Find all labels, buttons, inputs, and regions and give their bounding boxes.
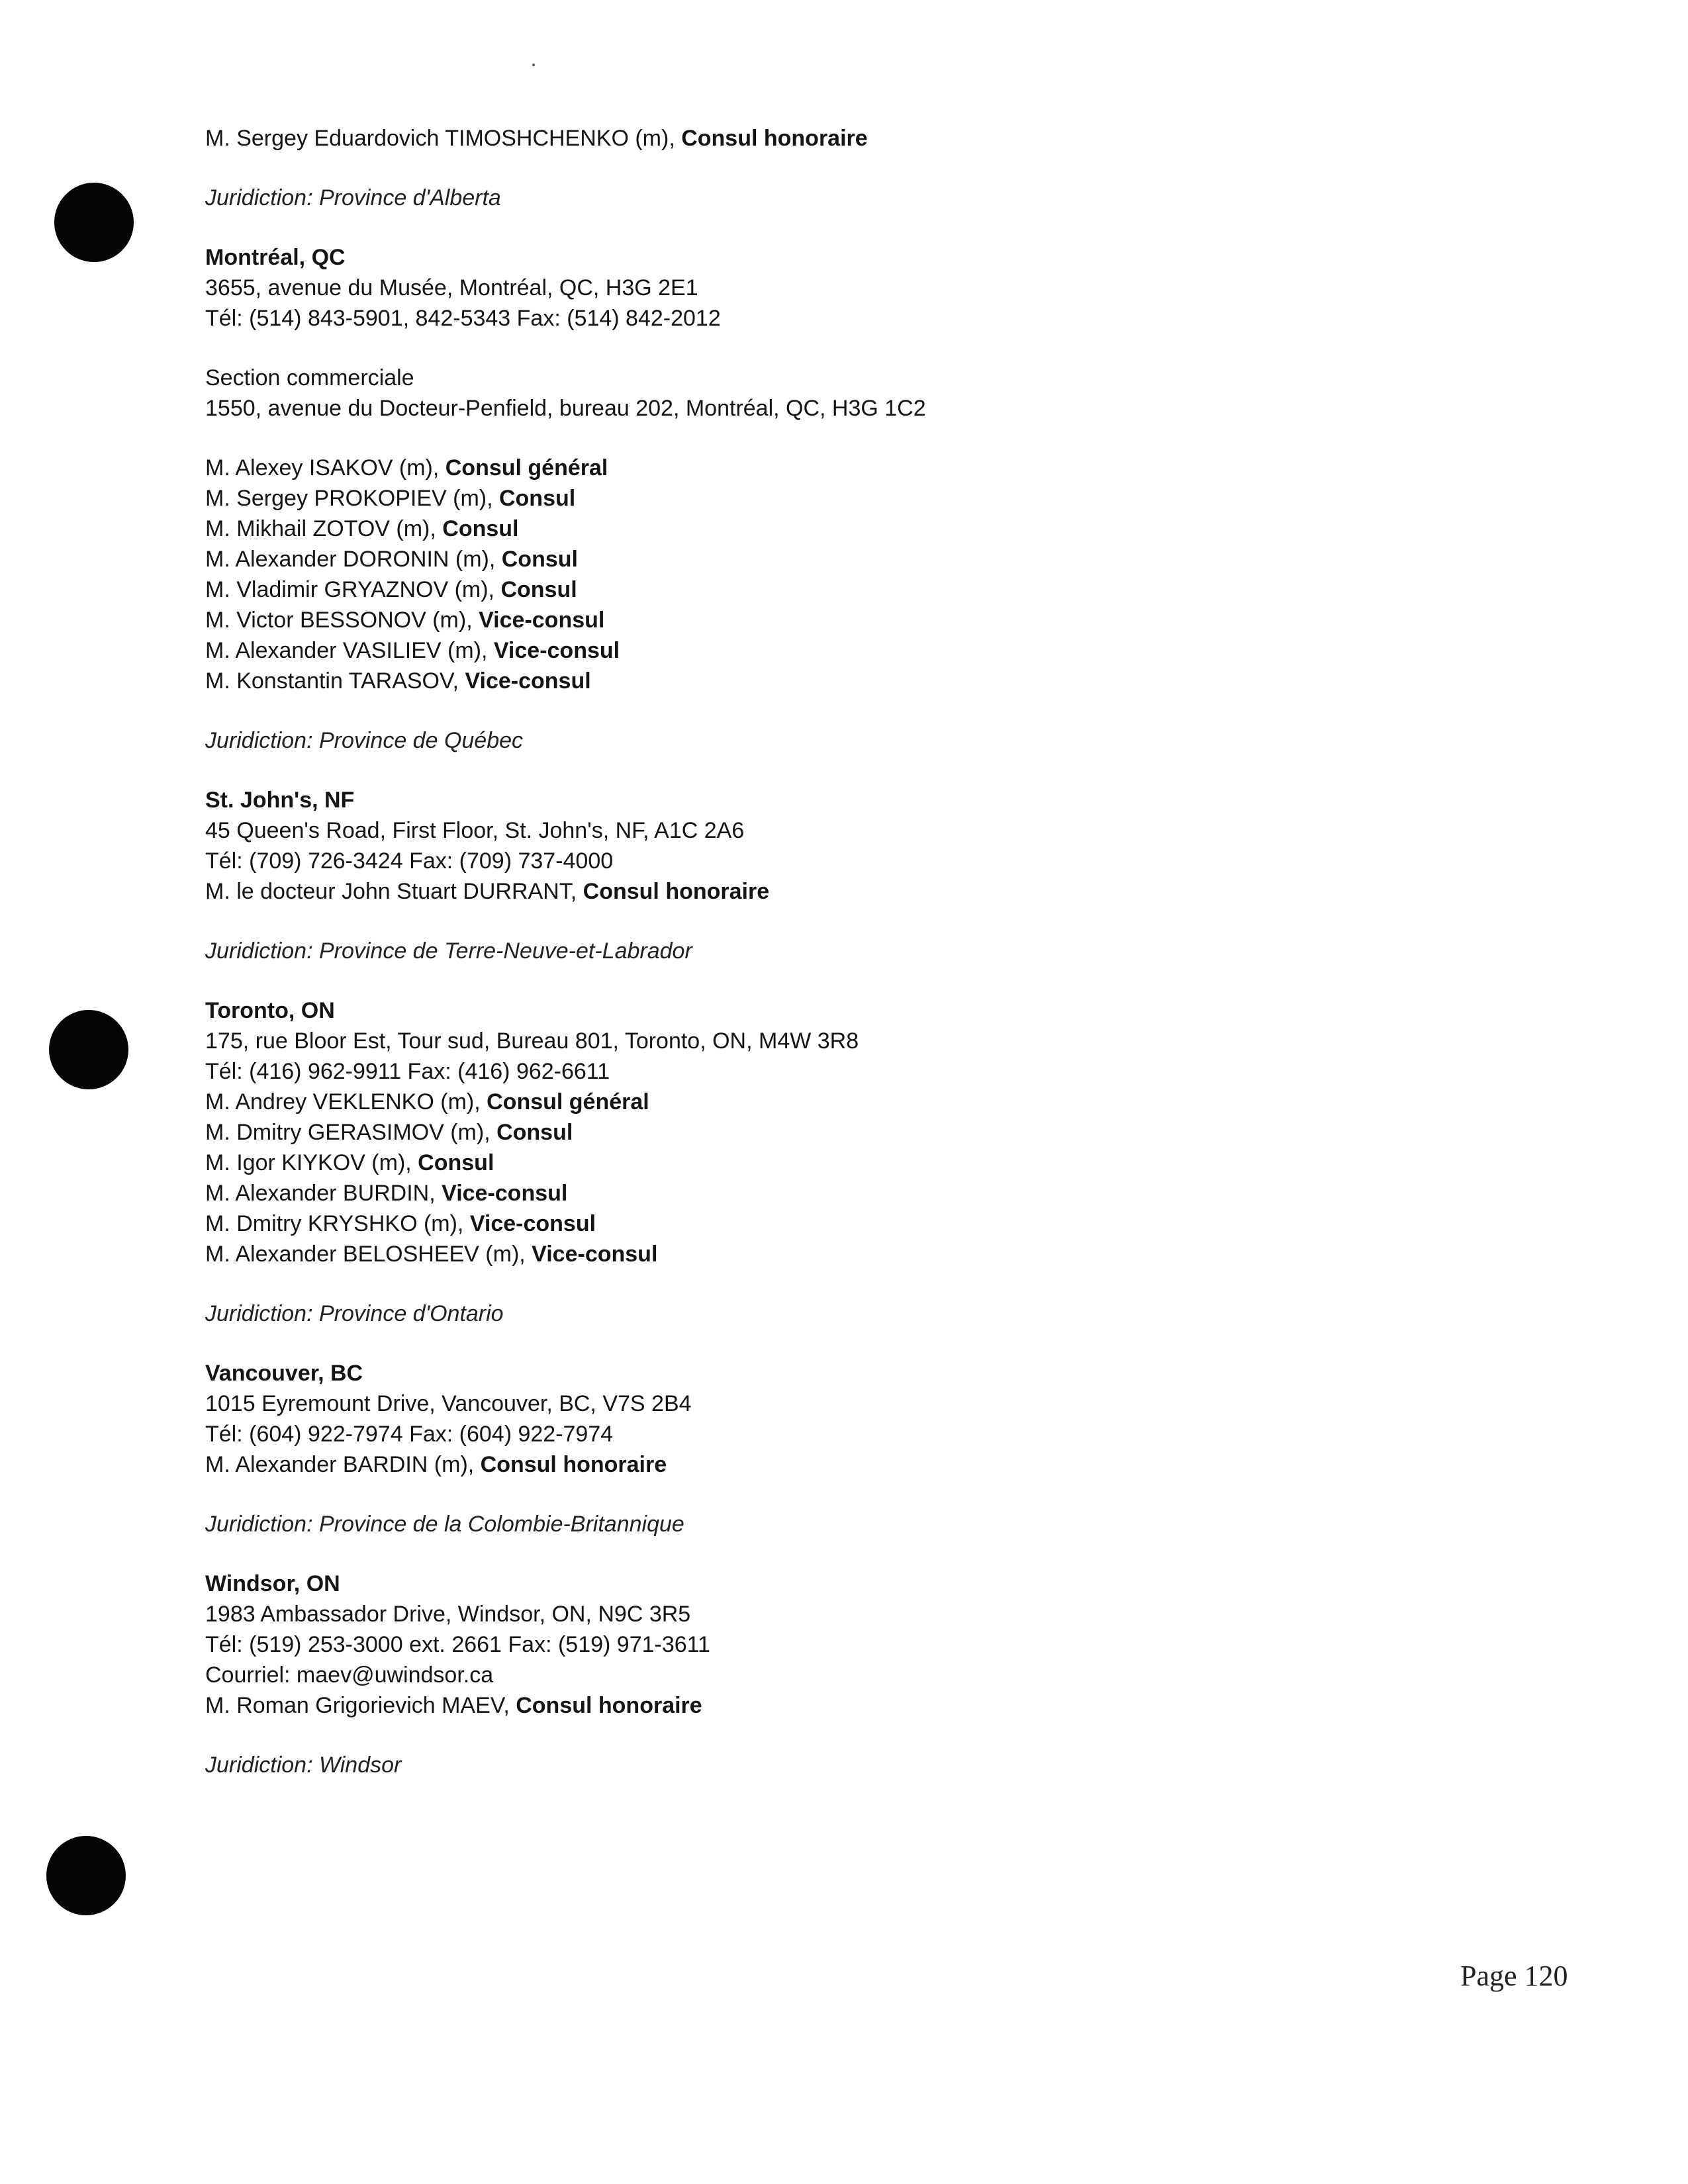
staff-role: Vice-consul <box>532 1242 658 1267</box>
city-heading-stjohns: St. John's, NF <box>205 788 355 813</box>
staff-list-toronto <box>205 1087 1463 1269</box>
staff-name: M. Victor BESSONOV (m), <box>205 608 479 633</box>
staff-role: Consul <box>498 486 576 511</box>
staff-role: Vice-consul <box>465 668 591 694</box>
staff-list-montreal <box>205 453 1463 696</box>
phone-montreal: Tél: (514) 843-5901, 842-5343 Fax: (514) 842-2012 <box>205 306 721 331</box>
address-toronto: 175, rue Bloor Est, Tour sud, Bureau 801, Toronto, ON, M4W 3R8 <box>205 1028 859 1054</box>
staff-role: Vice-consul <box>442 1181 568 1206</box>
staff-role: Consul honoraire <box>516 1693 702 1718</box>
staff-role: Consul général <box>487 1089 649 1115</box>
staff-name: M. Konstantin TARASOV, <box>205 668 465 694</box>
staff-role: Consul <box>501 547 578 572</box>
binder-hole-top <box>54 183 134 262</box>
staff-name: M. Igor KIYKOV (m), <box>205 1150 418 1175</box>
staff-entry <box>205 1690 1463 1721</box>
jurisdiction-newfoundland: Juridiction: Province de Terre-Neuve-et-Labrador <box>205 938 692 964</box>
staff-role: Vice-consul <box>479 608 605 633</box>
staff-entry <box>205 1239 1463 1269</box>
staff-entry <box>205 544 1463 574</box>
jurisdiction-british-columbia: Juridiction: Province de la Colombie-Britannique <box>205 1512 684 1537</box>
address-windsor: 1983 Ambassador Drive, Windsor, ON, N9C 3R5 <box>205 1602 691 1627</box>
staff-entry <box>205 666 1463 696</box>
staff-entry <box>205 514 1463 544</box>
jurisdiction-quebec: Juridiction: Province de Québec <box>205 728 524 753</box>
binder-hole-middle <box>49 1010 128 1089</box>
address-stjohns: 45 Queen's Road, First Floor, St. John's, NF, A1C 2A6 <box>205 818 745 843</box>
staff-name: M. Alexey ISAKOV (m), <box>205 455 445 480</box>
staff-name: M. Sergey PROKOPIEV (m), <box>205 486 499 511</box>
staff-role: Consul honoraire <box>480 1452 667 1477</box>
staff-role: Vice-consul <box>469 1211 596 1236</box>
staff-name: M. le docteur John Stuart DURRANT, <box>205 879 583 904</box>
staff-role: Consul <box>418 1150 494 1175</box>
staff-role: Vice-consul <box>493 638 620 663</box>
staff-entry <box>205 453 1463 483</box>
staff-name: M. Dmitry KRYSHKO (m), <box>205 1211 470 1236</box>
page-number: Page 120 <box>1460 1960 1568 1992</box>
staff-entry <box>205 1178 1463 1208</box>
staff-name: M. Alexander BURDIN, <box>205 1181 442 1206</box>
staff-entry <box>205 1087 1463 1117</box>
jurisdiction-windsor: Juridiction: Windsor <box>205 1752 402 1778</box>
staff-role: Consul honoraire <box>583 879 770 904</box>
staff-entry <box>205 635 1463 666</box>
phone-stjohns: Tél: (709) 726-3424 Fax: (709) 737-4000 <box>205 848 614 874</box>
staff-name: M. Dmitry GERASIMOV (m), <box>205 1120 497 1145</box>
section-commerciale-label: Section commerciale <box>205 365 414 390</box>
staff-role: Consul honoraire <box>681 126 868 151</box>
staff-entry <box>205 574 1463 605</box>
city-heading-windsor: Windsor, ON <box>205 1571 340 1596</box>
phone-vancouver: Tél: (604) 922-7974 Fax: (604) 922-7974 <box>205 1422 614 1447</box>
staff-entry <box>205 1117 1463 1148</box>
city-heading-toronto: Toronto, ON <box>205 998 335 1023</box>
scan-speck <box>532 64 535 66</box>
staff-entry <box>205 1208 1463 1239</box>
staff-name: M. Andrey VEKLENKO (m), <box>205 1089 487 1115</box>
phone-windsor: Tél: (519) 253-3000 ext. 2661 Fax: (519) 971-3611 <box>205 1632 710 1657</box>
city-heading-montreal: Montréal, QC <box>205 245 346 270</box>
section-commerciale-address: 1550, avenue du Docteur-Penfield, bureau 202, Montréal, QC, H3G 1C2 <box>205 396 926 421</box>
staff-entry <box>205 1449 1463 1480</box>
jurisdiction-ontario: Juridiction: Province d'Ontario <box>205 1301 504 1326</box>
staff-name: M. Alexander VASILIEV (m), <box>205 638 494 663</box>
binder-hole-bottom <box>46 1836 126 1915</box>
staff-name: M. Alexander DORONIN (m), <box>205 547 502 572</box>
staff-name: M. Roman Grigorievich MAEV, <box>205 1693 516 1718</box>
staff-name: M. Vladimir GRYAZNOV (m), <box>205 577 501 602</box>
staff-name: M. Alexander BARDIN (m), <box>205 1452 481 1477</box>
staff-entry <box>205 876 1463 907</box>
staff-role: Consul <box>500 577 577 602</box>
staff-entry <box>205 1148 1463 1178</box>
staff-role: Consul <box>496 1120 573 1145</box>
city-heading-vancouver: Vancouver, BC <box>205 1361 363 1386</box>
staff-role: Consul <box>442 516 519 541</box>
document-body <box>205 123 1463 1780</box>
staff-name: M. Mikhail ZOTOV (m), <box>205 516 443 541</box>
staff-entry <box>205 605 1463 635</box>
jurisdiction-alberta: Juridiction: Province d'Alberta <box>205 185 501 210</box>
address-montreal: 3655, avenue du Musée, Montréal, QC, H3G 2E1 <box>205 275 698 300</box>
address-vancouver: 1015 Eyremount Drive, Vancouver, BC, V7S 2B4 <box>205 1391 692 1416</box>
staff-name: M. Alexander BELOSHEEV (m), <box>205 1242 532 1267</box>
staff-entry <box>205 483 1463 514</box>
staff-role: Consul général <box>445 455 608 480</box>
phone-toronto: Tél: (416) 962-9911 Fax: (416) 962-6611 <box>205 1059 610 1084</box>
email-windsor: Courriel: maev@uwindsor.ca <box>205 1662 494 1688</box>
staff-entry <box>205 123 1463 154</box>
staff-name: M. Sergey Eduardovich TIMOSHCHENKO (m), <box>205 126 682 151</box>
